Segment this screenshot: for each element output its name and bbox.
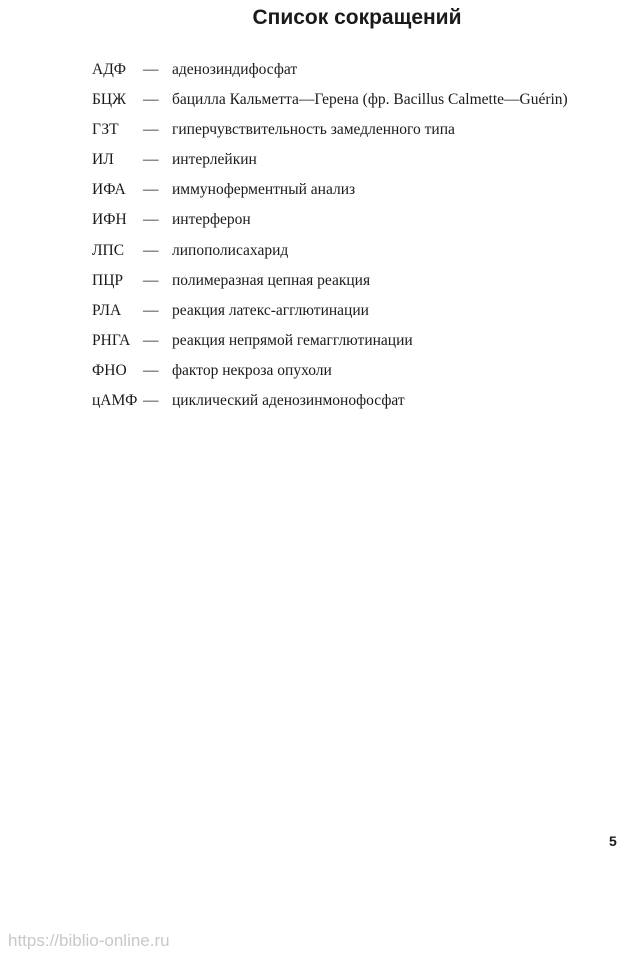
abbreviation: РНГА	[92, 331, 131, 349]
abbreviation-meaning: иммуноферментный анализ	[172, 181, 356, 199]
abbreviation-meaning: циклический аденозинмонофосфат	[172, 392, 405, 410]
watermark-url: https://biblio-online.ru	[8, 931, 170, 950]
dash-separator: —	[143, 61, 159, 78]
dash-separator: —	[143, 241, 159, 259]
abbreviation: ИЛ	[92, 151, 114, 169]
abbreviation: ФНО	[92, 361, 127, 379]
abbreviation: АДФ	[92, 61, 127, 78]
abbreviation-meaning: реакция непрямой гемагглютинации	[172, 331, 413, 349]
dash-separator: —	[143, 301, 159, 319]
dash-separator: —	[143, 151, 159, 169]
abbreviation-meaning: реакция латекс-агглютинации	[172, 301, 369, 319]
abbreviation: ПЦР	[92, 271, 124, 289]
dash-separator: —	[143, 271, 159, 289]
abbreviation: ЛПС	[92, 241, 125, 259]
abbreviation-meaning: интерлейкин	[172, 151, 257, 169]
abbreviation: ИФН	[92, 211, 127, 229]
abbreviation-meaning: интерферон	[172, 211, 251, 229]
dash-separator: —	[143, 331, 159, 349]
abbreviation: ГЗТ	[92, 121, 119, 139]
dash-separator: —	[143, 91, 159, 109]
abbreviation: ИФА	[92, 181, 126, 199]
dash-separator: —	[143, 392, 159, 410]
dash-separator: —	[143, 181, 159, 199]
page-title: Список сокращений	[252, 6, 462, 29]
dash-separator: —	[143, 361, 159, 379]
abbreviation-meaning: полимеразная цепная реакция	[172, 271, 371, 289]
page-number: 5	[609, 833, 617, 849]
abbreviation: РЛА	[92, 301, 122, 319]
abbreviation-meaning: гиперчувствительность замедленного типа	[172, 121, 455, 139]
dash-separator: —	[143, 121, 159, 139]
abbreviation: БЦЖ	[92, 91, 126, 109]
abbreviation-meaning: аденозиндифосфат	[172, 61, 298, 78]
abbreviation-meaning: фактор некроза опухоли	[172, 361, 332, 379]
abbreviation-meaning: бацилла Кальметта—Герена (фр. Bacillus Calmette—Guérin)	[172, 91, 568, 109]
dash-separator: —	[143, 211, 159, 229]
abbreviation: цАМФ	[92, 392, 138, 410]
abbreviation-meaning: липополисахарид	[172, 241, 289, 259]
